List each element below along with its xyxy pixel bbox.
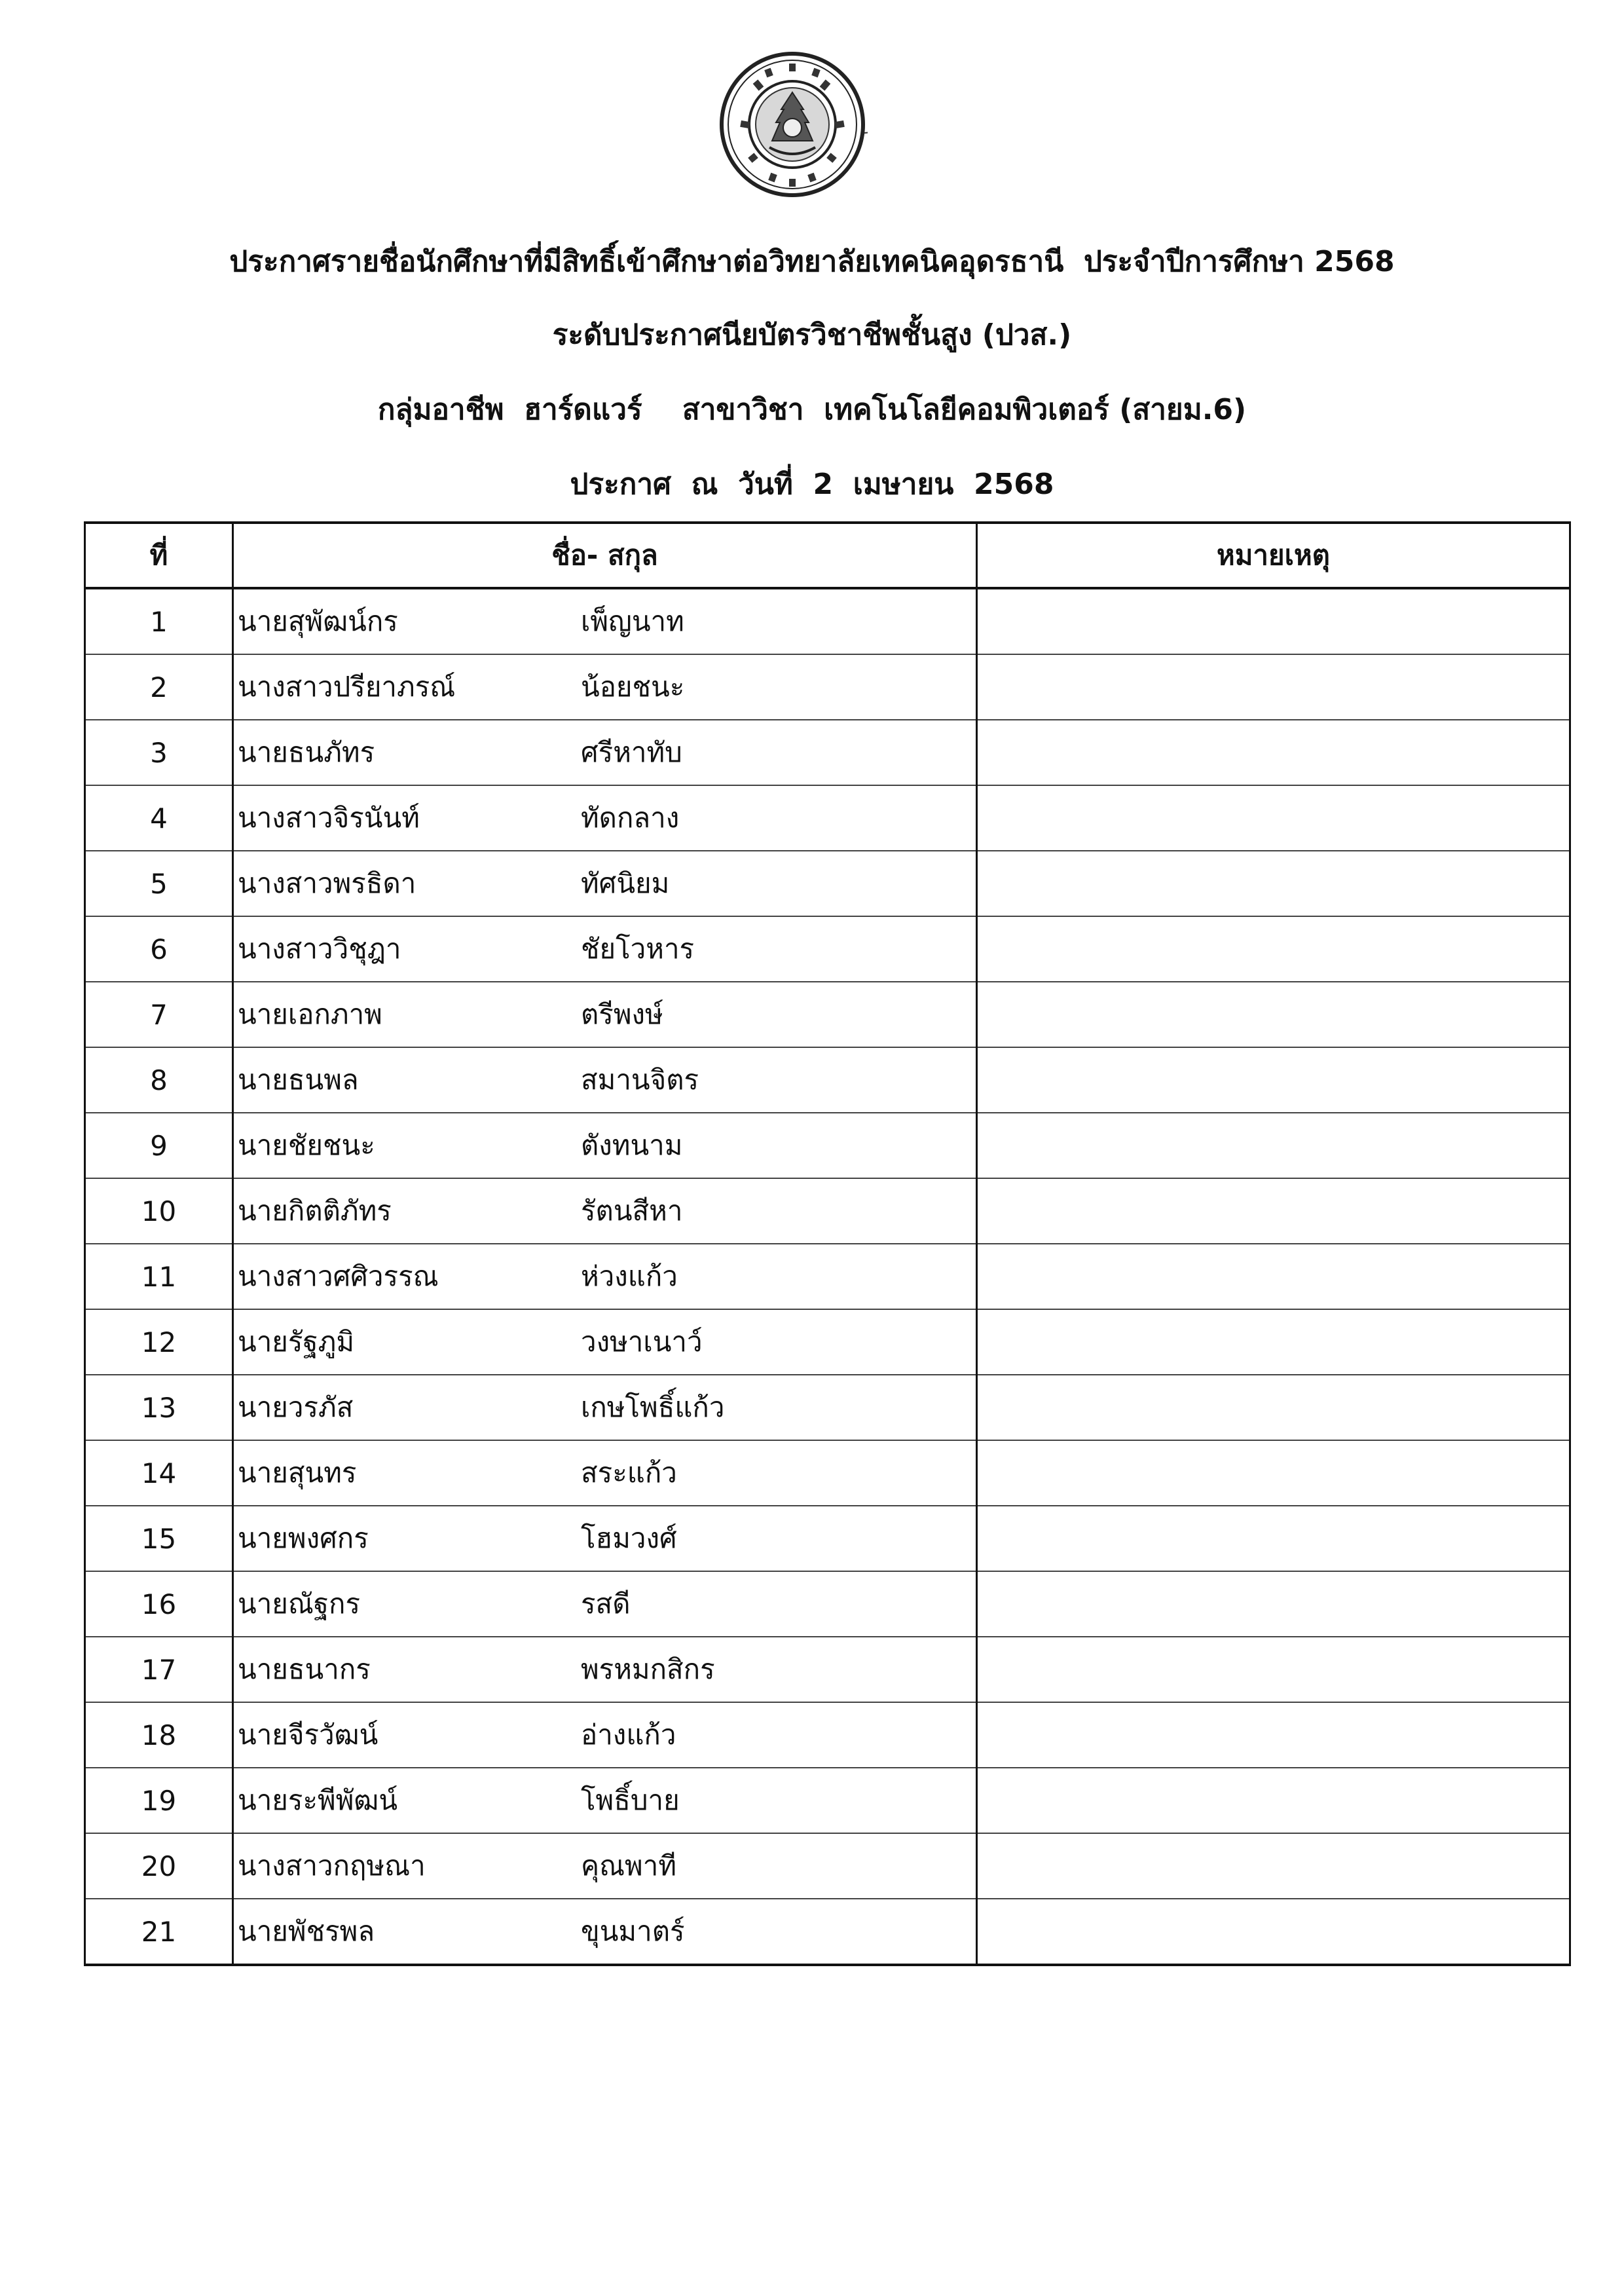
- student-name-cell: [233, 1244, 977, 1309]
- table-row: [85, 1113, 1570, 1178]
- table-row: [85, 916, 1570, 982]
- student-first-name: นายสุพัฒน์กร: [238, 605, 398, 637]
- student-first-name: นางสาวศศิวรรณ: [238, 1260, 439, 1292]
- table-row: [85, 1637, 1570, 1702]
- student-first-name: นายวรภัส: [238, 1391, 354, 1423]
- student-first-name: นายรัฐภูมิ: [238, 1326, 355, 1358]
- student-last-name: รสดี: [581, 1588, 631, 1620]
- title-line-3: กลุ่มอาชีพ ฮาร์ดแวร์ สาขาวิชา เทคโนโลยีคอมพิวเตอร์ (สายม.6): [377, 393, 1247, 426]
- student-last-name: เพ็ญนาท: [581, 605, 684, 637]
- student-last-name: โพธิ์บาย: [581, 1784, 680, 1816]
- student-last-name: ทัดกลาง: [581, 802, 680, 834]
- student-name-cell: [233, 1637, 977, 1702]
- student-name-cell: [233, 1768, 977, 1833]
- student-first-name: นายพงศกร: [238, 1522, 369, 1554]
- student-name-cell: [233, 1375, 977, 1440]
- student-name-cell: [233, 982, 977, 1047]
- student-first-name: นายพัชรพล: [238, 1915, 375, 1947]
- table-row: [85, 1178, 1570, 1244]
- table-row: [85, 1571, 1570, 1637]
- row-number: 15: [85, 1506, 233, 1571]
- table-row: [85, 1506, 1570, 1571]
- row-number: 19: [85, 1768, 233, 1833]
- row-number: 14: [85, 1440, 233, 1506]
- remark-cell: [977, 1899, 1570, 1965]
- row-number: 12: [85, 1309, 233, 1375]
- title-line-1: ประกาศรายชื่อนักศึกษาที่มีสิทธิ์เข้าศึกษาต่อวิทยาลัยเทคนิคอุดรธานี ประจำปีการศึกษา 2568: [229, 245, 1395, 278]
- remark-cell: [977, 1833, 1570, 1899]
- student-name-cell: [233, 1309, 977, 1375]
- table-row: [85, 1899, 1570, 1965]
- student-last-name: ขุนมาตร์: [581, 1915, 685, 1947]
- row-number: 5: [85, 851, 233, 916]
- remark-cell: [977, 1309, 1570, 1375]
- row-number: 2: [85, 654, 233, 720]
- row-number: 10: [85, 1178, 233, 1244]
- student-last-name: ชัยโวหาร: [581, 933, 695, 965]
- table-row: [85, 851, 1570, 916]
- student-last-name: ศรีหาทับ: [581, 736, 682, 768]
- student-last-name: น้อยชนะ: [581, 671, 685, 703]
- remark-cell: [977, 1506, 1570, 1571]
- table-row: [85, 1309, 1570, 1375]
- student-name-cell: [233, 1506, 977, 1571]
- student-name-cell: [233, 1702, 977, 1768]
- student-last-name: อ่างแก้ว: [581, 1719, 676, 1751]
- row-number: 17: [85, 1637, 233, 1702]
- announcement-date: ประกาศ ณ วันที่ 2 เมษายน 2568: [570, 468, 1054, 501]
- remark-cell: [977, 982, 1570, 1047]
- table-row: [85, 1702, 1570, 1768]
- remark-cell: [977, 1047, 1570, 1113]
- remark-cell: [977, 785, 1570, 851]
- student-first-name: นางสาววิชุฎา: [238, 933, 401, 965]
- row-number: 1: [85, 588, 233, 654]
- student-last-name: ตังทนาม: [581, 1129, 683, 1161]
- student-first-name: นายระพีพัฒน์: [238, 1784, 398, 1816]
- remark-cell: [977, 851, 1570, 916]
- student-first-name: นายสุนทร: [238, 1457, 357, 1489]
- remark-cell: [977, 1375, 1570, 1440]
- student-last-name: สระแก้ว: [581, 1457, 677, 1489]
- remark-cell: [977, 720, 1570, 785]
- table-row: [85, 1440, 1570, 1506]
- row-number: 4: [85, 785, 233, 851]
- remark-cell: [977, 916, 1570, 982]
- student-first-name: นายเอกภาพ: [238, 998, 382, 1030]
- student-roster-table: [84, 521, 1571, 1966]
- remark-cell: [977, 1178, 1570, 1244]
- student-name-cell: [233, 654, 977, 720]
- student-first-name: นายณัฐกร: [238, 1588, 361, 1620]
- header-name: ชื่อ- สกุล: [233, 523, 977, 588]
- student-first-name: นายชัยชนะ: [238, 1129, 375, 1161]
- remark-cell: [977, 1702, 1570, 1768]
- remark-cell: [977, 588, 1570, 654]
- student-last-name: พรหมกสิกร: [581, 1653, 715, 1685]
- remark-cell: [977, 1571, 1570, 1637]
- student-last-name: ทัศนิยม: [581, 867, 670, 899]
- title-line-2: ระดับประกาศนียบัตรวิชาชีพชั้นสูง (ปวส.): [552, 318, 1072, 352]
- remark-cell: [977, 654, 1570, 720]
- header-no: ที่: [85, 523, 233, 588]
- table-row: [85, 654, 1570, 720]
- table-row: [85, 1047, 1570, 1113]
- row-number: 13: [85, 1375, 233, 1440]
- student-name-cell: [233, 720, 977, 785]
- student-name-cell: [233, 1833, 977, 1899]
- student-name-cell: [233, 1047, 977, 1113]
- row-number: 7: [85, 982, 233, 1047]
- row-number: 3: [85, 720, 233, 785]
- student-name-cell: [233, 851, 977, 916]
- student-first-name: นายกิตติภัทร: [238, 1195, 392, 1227]
- table-header-row: [85, 523, 1570, 588]
- row-number: 18: [85, 1702, 233, 1768]
- header-remark: หมายเหตุ: [977, 523, 1570, 588]
- student-first-name: นายธนพล: [238, 1064, 359, 1096]
- student-last-name: โฮมวงศ์: [581, 1522, 677, 1554]
- student-first-name: นายธนากร: [238, 1653, 371, 1685]
- table-row: [85, 982, 1570, 1047]
- student-last-name: ห่วงแก้ว: [581, 1260, 678, 1292]
- row-number: 11: [85, 1244, 233, 1309]
- student-first-name: นายธนภัทร: [238, 736, 375, 768]
- table-row: [85, 588, 1570, 654]
- student-first-name: นางสาวปรียาภรณ์: [238, 671, 456, 703]
- college-seal-icon: [717, 49, 868, 200]
- table-row: [85, 1768, 1570, 1833]
- student-name-cell: [233, 1899, 977, 1965]
- student-first-name: นางสาวจิรนันท์: [238, 802, 420, 834]
- student-name-cell: [233, 1113, 977, 1178]
- student-first-name: นางสาวกฤษณา: [238, 1850, 426, 1882]
- table-row: [85, 1244, 1570, 1309]
- student-first-name: นายจีรวัฒน์: [238, 1719, 378, 1751]
- table-row: [85, 785, 1570, 851]
- row-number: 21: [85, 1899, 233, 1965]
- student-name-cell: [233, 916, 977, 982]
- student-first-name: นางสาวพรธิดา: [238, 867, 416, 899]
- student-last-name: วงษาเนาว์: [581, 1326, 703, 1358]
- row-number: 8: [85, 1047, 233, 1113]
- remark-cell: [977, 1244, 1570, 1309]
- table-row: [85, 1833, 1570, 1899]
- student-last-name: ตรีพงษ์: [581, 998, 663, 1030]
- table-row: [85, 1375, 1570, 1440]
- student-last-name: รัตนสีหา: [581, 1195, 683, 1227]
- student-last-name: สมานจิตร: [581, 1064, 699, 1096]
- row-number: 9: [85, 1113, 233, 1178]
- student-last-name: คุณพาที: [581, 1850, 677, 1882]
- row-number: 6: [85, 916, 233, 982]
- remark-cell: [977, 1113, 1570, 1178]
- remark-cell: [977, 1637, 1570, 1702]
- student-name-cell: [233, 1440, 977, 1506]
- student-name-cell: [233, 1178, 977, 1244]
- student-name-cell: [233, 1571, 977, 1637]
- remark-cell: [977, 1440, 1570, 1506]
- row-number: 16: [85, 1571, 233, 1637]
- table-row: [85, 720, 1570, 785]
- student-name-cell: [233, 588, 977, 654]
- student-last-name: เกษโพธิ์แก้ว: [581, 1391, 725, 1423]
- remark-cell: [977, 1768, 1570, 1833]
- student-name-cell: [233, 785, 977, 851]
- row-number: 20: [85, 1833, 233, 1899]
